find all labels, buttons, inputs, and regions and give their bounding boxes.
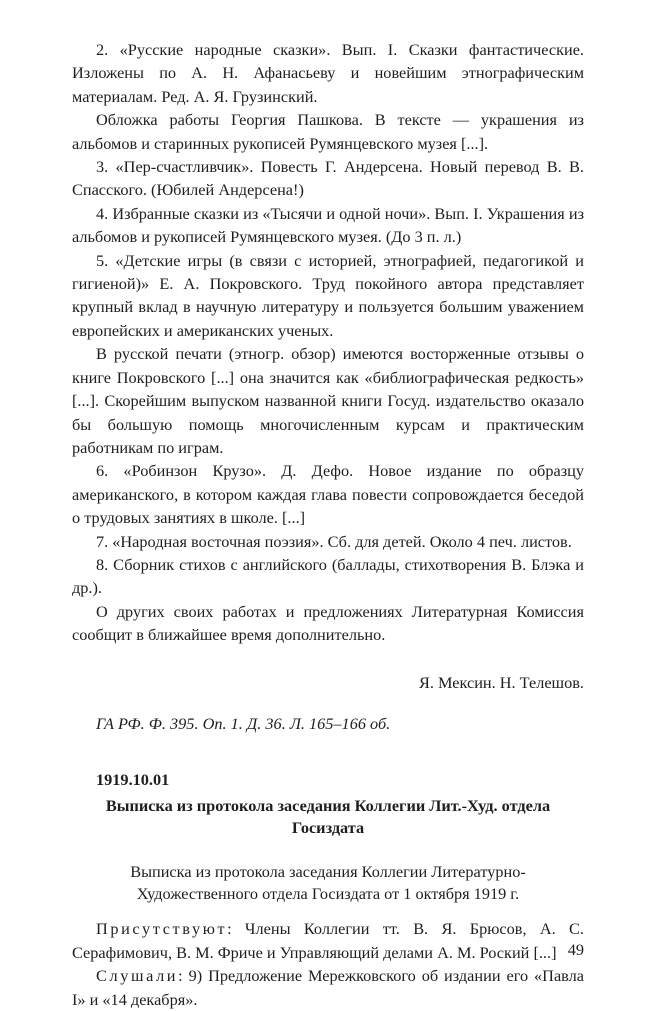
- item-2-text: 2. «Русские народные сказки». Вып. I. Сказки фантастические. Изложены по А. Н. Афанасьеву и новейшим этнографическим материалам. Ред. А. Я. Грузинский.: [72, 40, 584, 106]
- item-8-text: 8. Сборник стихов с английского (баллады, стихотворения В. Блэка и др.).: [72, 554, 584, 598]
- heard-label: Слушали: [96, 966, 179, 986]
- heard-paragraph: [72, 964, 584, 1011]
- document-subtitle: [72, 861, 584, 905]
- present-paragraph: [72, 917, 584, 964]
- document-title: Выписка из протокола заседания Коллегии Лит.-Худ. отдела Госиздата: [105, 796, 551, 838]
- heard-text: : 9) Предложение Мережковского об издании его «Павла I» и «14 декабря».: [72, 966, 584, 1009]
- item-5-press-note: В русской печати (этногр. обзор) имеются восторженные отзывы о книге Покровского [...] она значится как «библиографическая редкость» [...]. Скорейшим выпуском названной книги Госуд. издательство оказало бы большую помощь многочисленным курсам и практическим работникам по играм.: [72, 344, 584, 457]
- closing-paragraph: О других своих работах и предложениях Литературная Комиссия сообщит в ближайшее время дополнительно.: [72, 601, 584, 645]
- document-date: 1919.10.01: [96, 770, 170, 790]
- archive-reference: ГА РФ. Ф. 395. Оп. 1. Д. 36. Л. 165–166 об.: [96, 713, 391, 733]
- present-label: Присутствуют: [96, 919, 228, 939]
- item-2-cover-note: Обложка работы Георгия Пашкова. В тексте — украшения из альбомов и старинных рукописей Румянцевского музея [...].: [72, 110, 584, 153]
- page-number: 49: [567, 940, 584, 959]
- item-5-text: 5. «Детские игры (в связи с историей, этнографией, педагогикой и гигиеной)» Е. А. Покровского. Труд покойного автора представляет крупный вклад в научную литературу и пользуется большим уважением европейских и американских ученых.: [72, 250, 584, 340]
- subtitle-line-1: Выписка из протокола заседания Коллегии Литературно-: [130, 862, 526, 882]
- signature: Я. Мексин. Н. Телешов.: [418, 672, 584, 692]
- subtitle-line-2: Художественного отдела Госиздата от 1 октября 1919 г.: [136, 884, 520, 904]
- item-6-text: 6. «Робинзон Крузо». Д. Дефо. Новое издание по образцу американского, в котором каждая глава повести сопровождается беседой о трудовых занятиях в школе. [...]: [72, 461, 584, 528]
- item-3-text: 3. «Пер-счастливчик». Повесть Г. Андерсена. Новый перевод В. В. Спасского. (Юбилей Андерсена!): [72, 157, 584, 200]
- present-text: : Члены Коллегии тт. В. Я. Брюсов, А. С. Серафимович, В. М. Фриче и Управляющий делами А. М. Роский [...]: [72, 919, 584, 962]
- item-4-text: 4. Избранные сказки из «Тысячи и одной ночи». Вып. I. Украшения из альбомов и рукописей Румянцевского музея. (До 3 п. л.): [72, 203, 584, 247]
- item-7-text: 7. «Народная восточная поэзия». Сб. для детей. Около 4 печ. листов.: [96, 531, 572, 551]
